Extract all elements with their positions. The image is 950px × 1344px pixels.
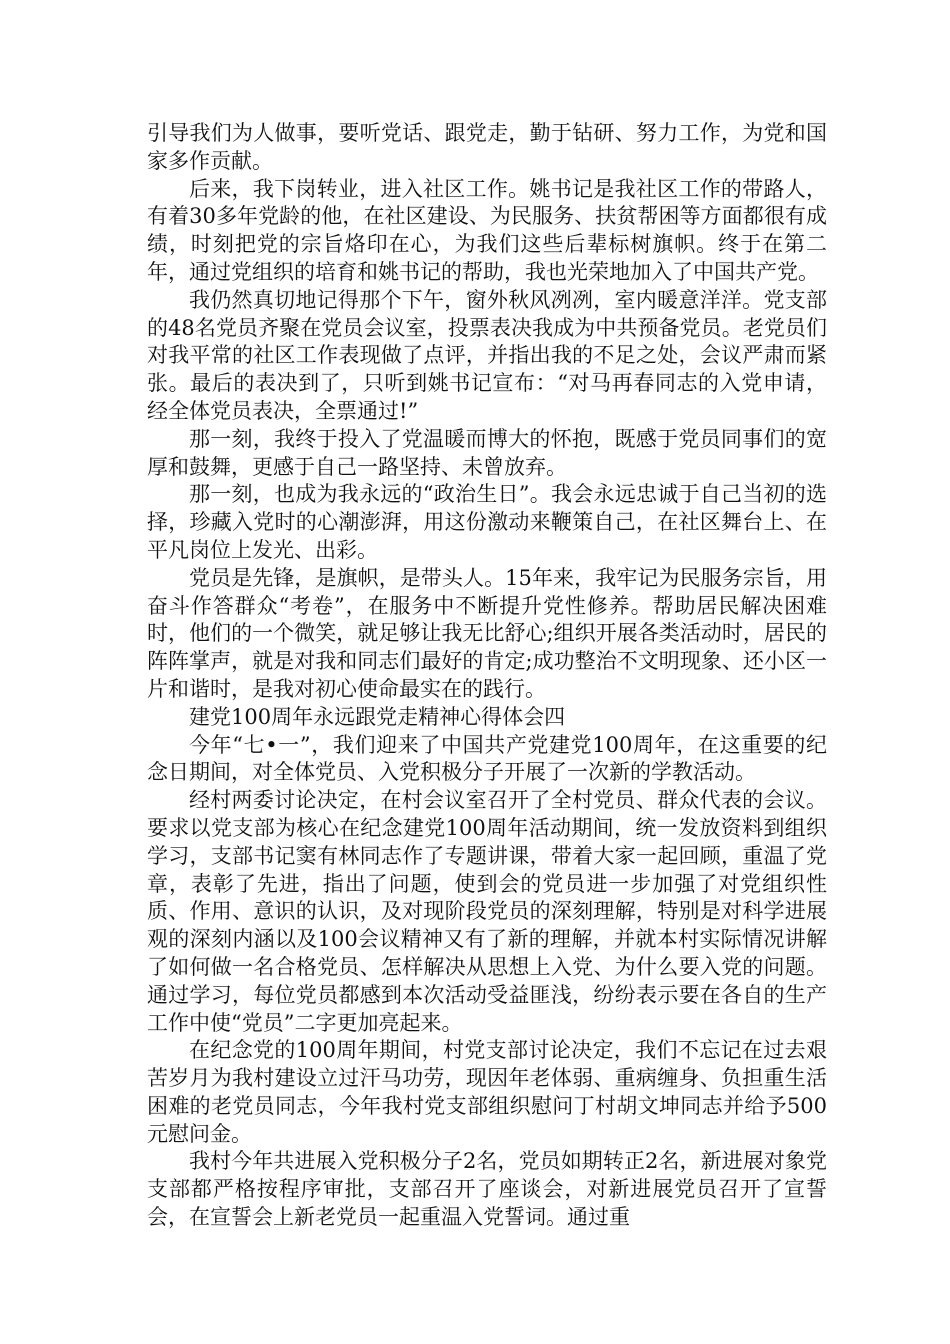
- paragraph-veteran-condolence: 在纪念党的100周年期间，村党支部讨论决定，我们不忘记在过去艰苦岁月为我村建设立过汗马功劳，现因年老体弱、重病缠身、负担重生活困难的老党员同志，今年我村党支部组织慰问丁村胡文坤同志并给予500元慰问金。: [147, 1038, 827, 1146]
- paragraph-july-first: 今年“七•一”，我们迎来了中国共产党建党100周年，在这重要的纪念日期间，对全体党员、入党积极分子开展了一次新的学教活动。: [147, 732, 827, 785]
- paragraph-that-moment-embrace: 那一刻，我终于投入了党温暖而博大的怀抱，既感于党员同事们的宽厚和鼓舞，更感于自己一路坚持、未曾放弃。: [147, 426, 827, 479]
- paragraph-village-meeting: 经村两委讨论决定，在村会议室召开了全村党员、群众代表的会议。要求以党支部为核心在纪念建党100周年活动期间，统一发放资料到组织学习，支部书记窦有林同志作了专题讲课，带着大家一起回顾，重温了党章，表彰了先进，指出了问题，使到会的党员进一步加强了对党组织性质、作用、意识的认识，及对现阶段党员的深刻理解，特别是对科学进展观的深刻内涵以及100会议精神又有了新的理解，并就本村实际情况讲解了如何做一名合格党员、怎样解决从思想上入党、为什么要入党的问题。通过学习，每位党员都感到本次活动受益匪浅，纷纷表示要在各自的生产工作中使“党员”二字更加亮起来。: [147, 788, 827, 1035]
- section-heading: 建党100周年永远跟党走精神心得体会四: [189, 704, 566, 729]
- paragraph-political-birthday: 那一刻，也成为我永远的“政治生日”。我会永远忠诚于自己当初的选择，珍藏入党时的心潮澎湃，用这份激动来鞭策自己，在社区舞台上、在平凡岗位上发光、出彩。: [147, 482, 827, 562]
- paragraph-new-members: 我村今年共进展入党积极分子2名，党员如期转正2名，新进展对象党支部都严格按程序审批，支部召开了座谈会，对新进展党员召开了宣誓会，在宣誓会上新老党员一起重温入党誓词。通过重: [147, 1149, 827, 1230]
- paragraph-joining-community-work: 后来，我下岗转业，进入社区工作。姚书记是我社区工作的带路人，有着30多年党龄的他，在社区建设、为民服务、扶贫帮困等方面都很有成绩，时刻把党的宗旨烙印在心，为我们这些后辈标树旗帜。终于在第二年，通过党组织的培育和姚书记的帮助，我也光荣地加入了中国共产党。: [147, 176, 827, 284]
- paragraph-pioneer-flag: 党员是先锋，是旗帜，是带头人。15年来，我牢记为民服务宗旨，用奋斗作答群众“考卷”，在服务中不断提升党性修养。帮助居民解决困难时，他们的一个微笑，就足够让我无比舒心;组织开展各类活动时，居民的阵阵掌声，就是对我和同志们最好的肯定;成功整治不文明现象、还小区一片和谐时，是我对初心使命最实在的践行。: [147, 565, 827, 701]
- document-page: [147, 120, 827, 1232]
- paragraph-membership-vote: 我仍然真切地记得那个下午，窗外秋风冽冽，室内暖意洋洋。党支部的48名党员齐聚在党员会议室，投票表决我成为中共预备党员。老党员们对我平常的社区工作表现做了点评，并指出我的不足之处，会议严肃而紧张。最后的表决到了，只听到姚书记宣布：“对马再春同志的入党申请，经全体党员表决，全票通过!”: [147, 287, 827, 423]
- paragraph-continuation: 引导我们为人做事，要听党话、跟党走，勤于钻研、努力工作，为党和国家多作贡献。: [147, 121, 827, 173]
